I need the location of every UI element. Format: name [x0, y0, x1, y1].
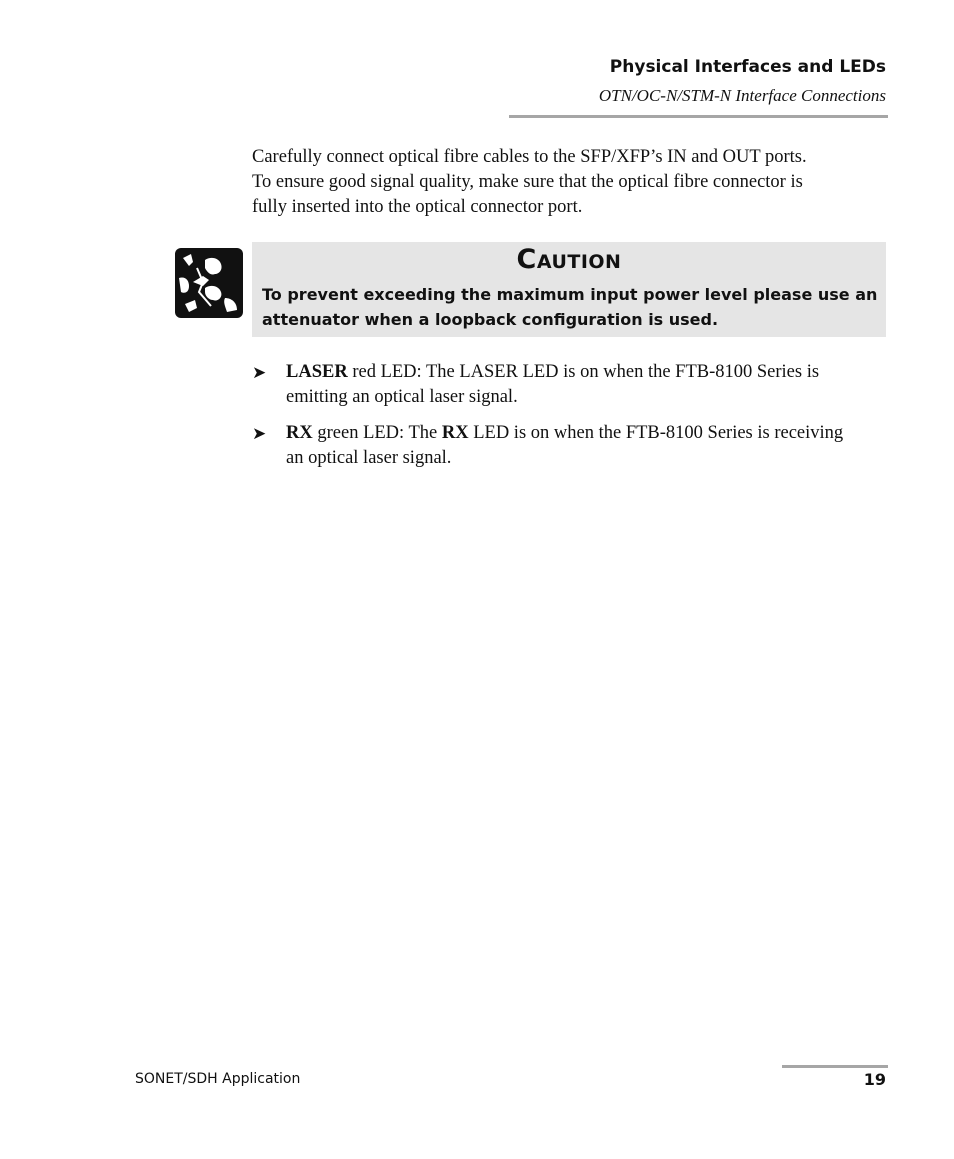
caution-text [262, 282, 882, 332]
bullet-line: an optical laser signal. [286, 448, 452, 468]
caution-line: To prevent exceeding the maximum input power level please use an [262, 285, 878, 304]
bullet-text [286, 421, 891, 471]
bullet-description: red LED: The LASER LED is on when the FTB-8100 Series is [347, 362, 820, 382]
bullet-line: emitting an optical laser signal. [286, 387, 518, 407]
led-name: LASER [286, 362, 348, 382]
caution-line: attenuator when a loopback configuration is used. [262, 310, 719, 329]
bullet-arrow-icon: ➤ [252, 363, 267, 383]
header-section-title: OTN/OC-N/STM-N Interface Connections [598, 86, 886, 105]
footer-divider [782, 1065, 888, 1068]
caution-callout [252, 242, 886, 337]
caution-heading: Caution [516, 244, 622, 275]
header-divider [509, 115, 888, 118]
bullet-text [286, 360, 891, 410]
intro-line: To ensure good signal quality, make sure that the optical fibre connector is [252, 172, 803, 192]
bullet-description: LED is on when the FTB-8100 Series is receiving [468, 423, 844, 443]
intro-line: fully inserted into the optical connector port. [252, 197, 583, 217]
intro-line: Carefully connect optical fibre cables to the SFP/XFP’s IN and OUT ports. [252, 147, 807, 167]
footer-document-title: SONET/SDH Application [135, 1071, 301, 1087]
header-chapter-title: Physical Interfaces and LEDs [609, 57, 886, 77]
bullet-description: green LED: The [312, 423, 442, 443]
intro-paragraph [252, 145, 892, 220]
bullet-line [286, 421, 891, 446]
caution-gear-hand-icon [175, 248, 243, 318]
led-name: RX [286, 423, 313, 443]
led-name: RX [441, 423, 469, 443]
page-number: 19 [863, 1070, 886, 1089]
bullet-arrow-icon: ➤ [252, 424, 267, 444]
bullet-line [286, 360, 891, 385]
